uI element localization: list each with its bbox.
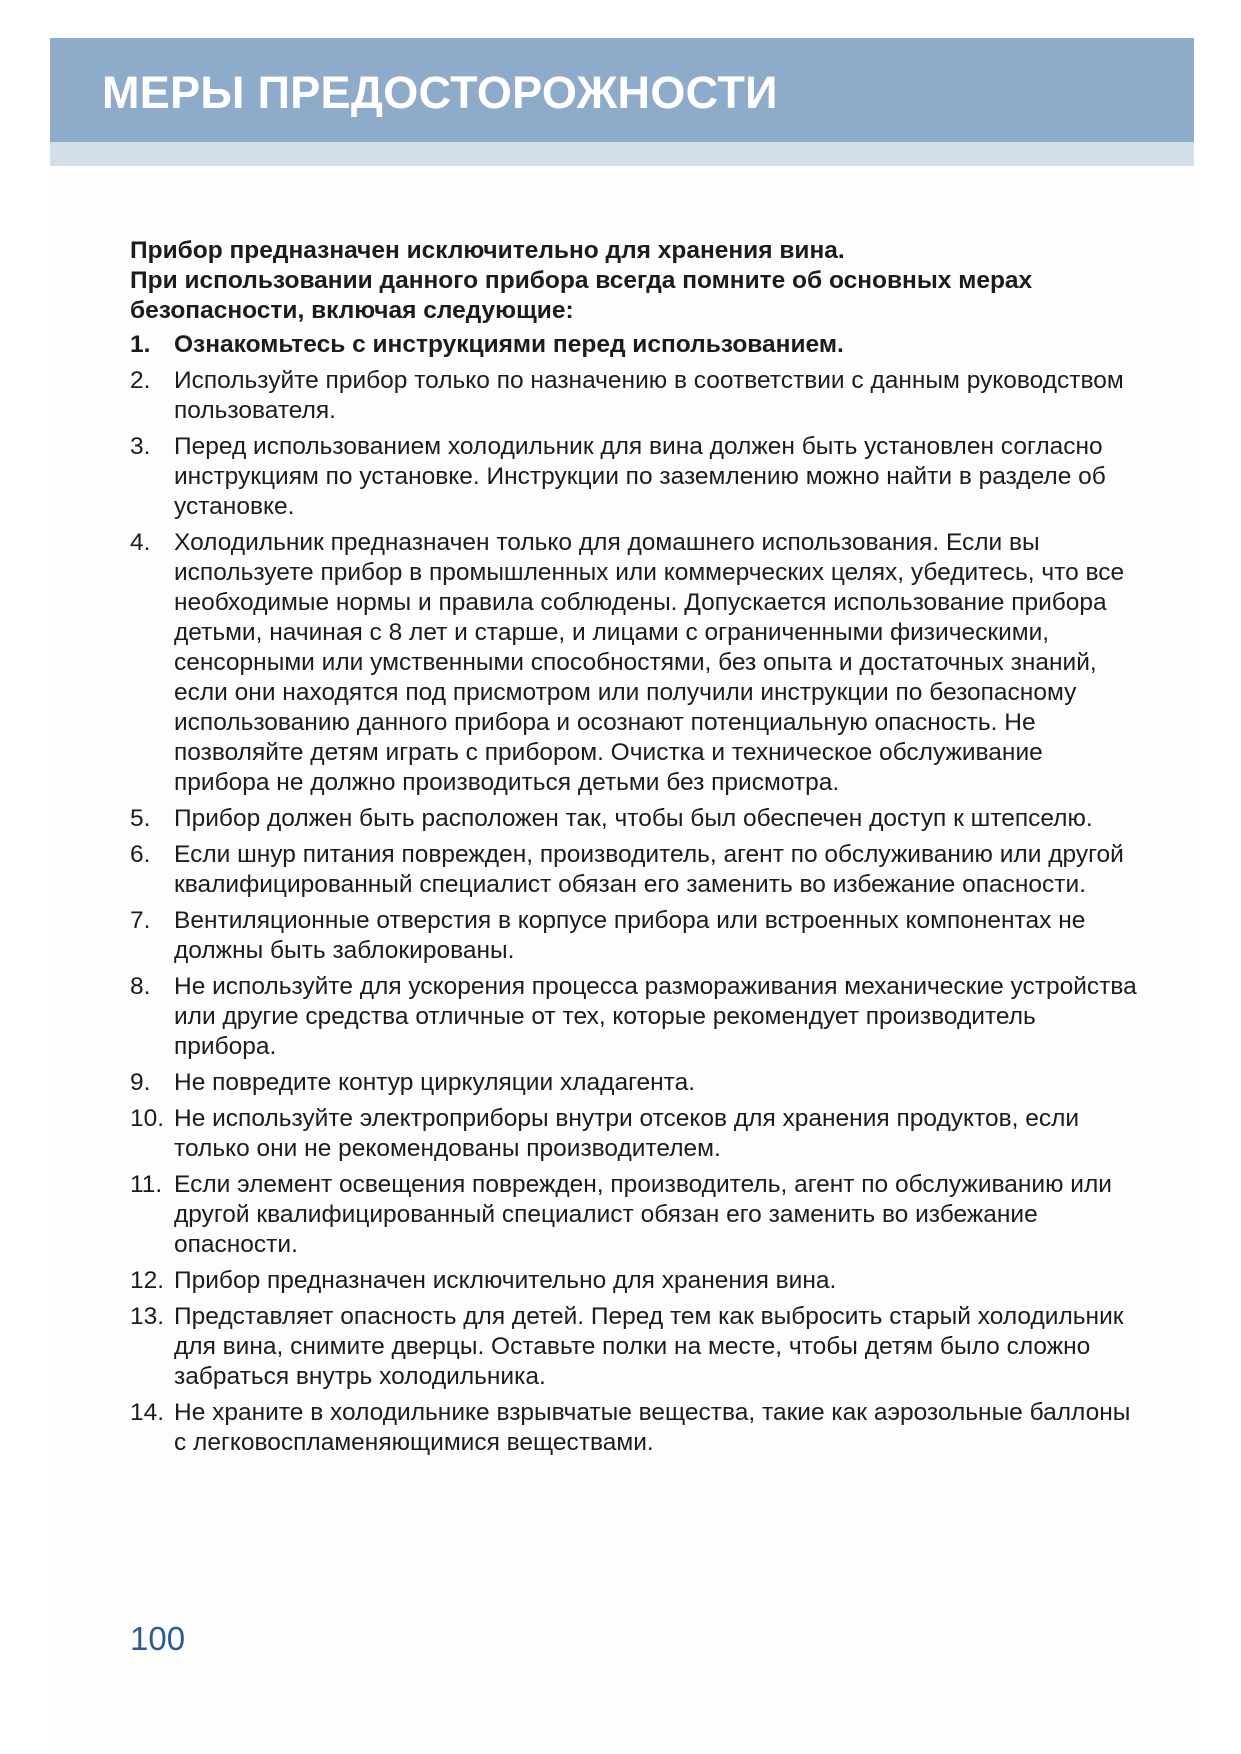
header-strip	[50, 142, 1194, 166]
main-content	[130, 236, 1140, 1464]
list-item	[130, 528, 1140, 798]
item-number: 1.	[130, 331, 151, 358]
list-item	[130, 1302, 1140, 1392]
item-text: Если шнур питания поврежден, производитель, агент по обслуживанию или другой квалифицированный специалист обязан его заменить во избежание опасности.	[174, 841, 1124, 898]
item-text: Прибор предназначен исключительно для хранения вина.	[174, 1267, 837, 1294]
item-number: 5.	[130, 805, 151, 832]
item-text: Представляет опасность для детей. Перед тем как выбросить старый холодильник для вина, снимите дверцы. Оставьте полки на месте, чтобы детям было сложно забраться внутрь холодильника.	[174, 1303, 1124, 1390]
item-number: 3.	[130, 433, 151, 460]
list-item	[130, 330, 1140, 360]
item-number: 9.	[130, 1069, 151, 1096]
item-number: 7.	[130, 907, 151, 934]
list-item	[130, 366, 1140, 426]
intro-line-1: Прибор предназначен исключительно для хранения вина.	[130, 237, 845, 264]
item-text: Прибор должен быть расположен так, чтобы был обеспечен доступ к штепселю.	[174, 805, 1093, 832]
intro-line-2: При использовании данного прибора всегда помните об основных мерах безопасности, включая следующие:	[130, 267, 1033, 324]
list-item	[130, 1104, 1140, 1164]
list-item	[130, 972, 1140, 1062]
item-text: Используйте прибор только по назначению в соответствии с данным руководством пользователя.	[174, 367, 1124, 424]
list-item	[130, 1398, 1140, 1458]
item-number: 2.	[130, 367, 151, 394]
item-text: Если элемент освещения поврежден, производитель, агент по обслуживанию или другой квалифицированный специалист обязан его заменить во избежание опасности.	[174, 1171, 1112, 1258]
item-number: 13.	[130, 1303, 165, 1330]
item-number: 8.	[130, 973, 151, 1000]
list-item	[130, 1170, 1140, 1260]
item-text: Холодильник предназначен только для домашнего использования. Если вы используете прибор в промышленных или коммерческих целях, убедитесь, что все необходимые нормы и правила соблюдены. Допускается использование прибора детьми, начиная с 8 лет и старше, и лицами с ограниченными физическими, сенсорными или умственными способностями, без опыта и достаточных знаний, если они находятся под присмотром или получили инструкции по безопасному использованию данного прибора и осознают потенциальную опасность. Не позволяйте детям играть с прибором. Очистка и техническое обслуживание прибора не должно производиться детьми без присмотра.	[174, 529, 1125, 796]
item-text: Не храните в холодильнике взрывчатые вещества, такие как аэрозольные баллоны с легковоспламеняющимися веществами.	[174, 1399, 1131, 1456]
list-item	[130, 1266, 1140, 1296]
item-number: 10.	[130, 1105, 165, 1132]
list-item	[130, 432, 1140, 522]
list-item	[130, 840, 1140, 900]
item-number: 11.	[130, 1171, 163, 1198]
precautions-list	[130, 330, 1140, 1458]
list-item	[130, 804, 1140, 834]
item-number: 14.	[130, 1399, 165, 1426]
page-number: 100	[130, 1620, 186, 1657]
item-number: 4.	[130, 529, 151, 556]
page-title: МЕРЫ ПРЕДОСТОРОЖНОСТИ	[102, 67, 778, 118]
item-text: Не используйте электроприборы внутри отсеков для хранения продуктов, если только они не рекомендованы производителем.	[174, 1105, 1080, 1162]
item-number: 6.	[130, 841, 151, 868]
intro-text	[130, 236, 1140, 326]
list-item	[130, 1068, 1140, 1098]
item-text: Перед использованием холодильник для вина должен быть установлен согласно инструкциям по установке. Инструкции по заземлению можно найти в разделе об установке.	[174, 433, 1106, 520]
item-text: Вентиляционные отверстия в корпусе прибора или встроенных компонентах не должны быть заблокированы.	[174, 907, 1086, 964]
item-text: Ознакомьтесь с инструкциями перед использованием.	[174, 331, 844, 358]
list-item	[130, 906, 1140, 966]
item-text: Не повредите контур циркуляции хладагента.	[174, 1069, 696, 1096]
item-number: 12.	[130, 1267, 165, 1294]
item-text: Не используйте для ускорения процесса размораживания механические устройства или другие средства отличные от тех, которые рекомендует производитель прибора.	[174, 973, 1137, 1060]
